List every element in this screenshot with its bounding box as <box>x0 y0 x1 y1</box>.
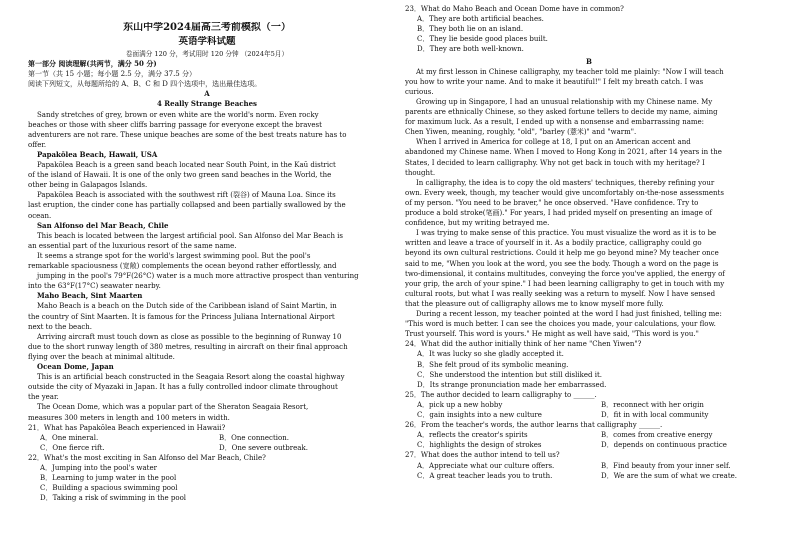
passage-b-line: Chen Yiwen, meaning, roughly, "old", "barley (薏米)" and "warm". <box>405 128 637 137</box>
answer-option: A．One mineral. <box>40 433 99 442</box>
beach-text-line: Papakōlea Beach is associated with the southwest rift (裂谷) of Mauna Loa. Since its <box>37 191 336 200</box>
answer-option: A．Jumping into the pool's water <box>40 464 157 472</box>
beach-text-line: Maho Beach is a beach on the Dutch side of the Caribbean island of Saint Martin, in <box>37 302 337 311</box>
passage-a-label: A <box>204 89 210 99</box>
answer-option: C．A great teacher leads you to truth. <box>417 471 553 480</box>
beach-text-line: ocean. <box>28 211 52 220</box>
answer-option: D．depends on continuous practice <box>601 441 727 450</box>
question-stem: 24．What did the author initially think of her name "Chen Yiwen"? <box>405 340 642 349</box>
answer-option: D．Taking a risk of swimming in the pool <box>40 494 187 503</box>
question-stem: 26．From the teacher's words, the author learns that calligraphy ______. <box>405 421 663 430</box>
passage-b-line: abandoned my Chinese name. When I moved to Hong Kong in 2021, after 14 years in the <box>405 148 722 157</box>
beach-text-line: measures 300 meters in length and 100 meters in width. <box>28 413 230 422</box>
beach-text-line: an essential part of the luxurious resort of the same name. <box>28 241 237 250</box>
beach-text-line: outside the city of Myazaki in Japan. It has a fully controlled indoor climate throughout <box>28 383 338 392</box>
passage-b-line: cultural roots, but what I was really seeking was a return to myself. Now I have sensed <box>405 289 716 298</box>
answer-option: D．fit in with local community <box>601 411 709 419</box>
beach-text-line: the country of Sint Maarten. It is famous for the Princess Juliana International Airport <box>28 312 335 321</box>
exam-title: 东山中学2024届高三考前模拟（一） <box>123 22 291 33</box>
passage-b-label: B <box>586 56 592 66</box>
exam-meta: 卷面满分 120 分，考试用时 120 分钟 （2024年5月） <box>125 50 289 58</box>
answer-option: C．highlights the design of strokes <box>417 441 542 450</box>
exam-subject: 英语学科试题 <box>178 36 236 47</box>
passage-b-line: Trust yourself. This word is yours." He might as well have said, "This word is you." <box>405 330 699 339</box>
question-stem: 21．What has Papakōlea Beach experienced in Hawaii? <box>28 423 226 432</box>
part-heading: 第一部分 阅读理解(共两节，满分 50 分) <box>28 59 157 68</box>
passage-b-line: States, I decided to learn calligraphy. Why not get back in touch with my heritage? I <box>405 158 705 167</box>
passage-b-line: two-dimensional, it contains multitudes, conveying the force you've applied, the energy of <box>405 269 725 278</box>
beach-text-line: This beach is located between the largest artificial pool. San Alfonso del Mar Beach is <box>37 231 344 240</box>
answer-option: A．reflects the creator's spirits <box>417 431 528 440</box>
answer-option: B．Find beauty from your inner self. <box>601 461 731 470</box>
passage-b-line: I was trying to make sense of this practice. You must visualize the word as it is to be <box>416 229 717 238</box>
passage-b-line: parents are ethnically Chinese, so they asked fortune tellers to decide my name, aiming <box>405 108 718 116</box>
passage-b-line: said to me, "When you look at the word, you see the body. Though a word on the page is <box>405 259 719 268</box>
beach-heading: San Alfonso del Mar Beach, Chile <box>37 220 169 230</box>
beach-text-line: the year. <box>28 393 59 402</box>
passage-a-intro-line: offer. <box>28 140 47 149</box>
passage-b-line: you how to write your name. And to make it beautiful!" I felt my breath catch. I was <box>405 77 704 86</box>
answer-option: D．They are both well-known. <box>417 45 524 54</box>
answer-option: A．Appreciate what our culture offers. <box>417 461 555 470</box>
beach-text-line: jumping in the pool's 79°F(26°C) water is a much more attractive prospect than venturing <box>37 272 359 281</box>
passage-b-line: When I arrived in America for college at 18, I put on an American accent and <box>416 138 691 147</box>
answer-option: B．One connection. <box>219 433 289 442</box>
passage-a-intro-line: beaches or those with sheer cliffs barring passage for everyone except the bravest <box>28 120 322 129</box>
passage-b-line: your grip, the arch of your spine." I had been learning calligraphy to get in touch with my <box>405 279 725 288</box>
answer-option: A．pick up a new hobby <box>417 400 503 409</box>
answer-option: D．Its strange pronunciation made her embarrassed. <box>417 380 607 389</box>
answer-option: C．She understood the intention but still disliked it. <box>417 370 602 379</box>
beach-text-line: due to the short runway length of 380 metres, resulting in aircraft on their final approach <box>28 342 348 351</box>
passage-b-line: written and leave a trace of yourself in it. As a bodily practice, calligraphy could go <box>405 239 702 248</box>
beach-text-line: next to the beach. <box>28 322 93 331</box>
passage-b-line: produce a bold stroke(笔画)." For years, I had prided myself on presenting an image of <box>405 209 712 217</box>
passage-a-title: 4 Really Strange Beaches <box>157 99 257 109</box>
answer-option: C．One fierce rift. <box>40 443 105 452</box>
beach-heading: Ocean Dome, Japan <box>37 362 114 371</box>
passage-b-line: that the pleasure out of calligraphy allows me to know myself more fully. <box>405 299 664 308</box>
question-stem: 27．What does the author intend to tell us? <box>405 451 560 460</box>
beach-text-line: This is an artificial beach constructed in the Seagaia Resort along the coastal highway <box>37 373 345 382</box>
passage-b-line: confidence, but my writing betrayed me. <box>405 219 550 228</box>
answer-option: D．We are the sum of what we create. <box>601 471 738 480</box>
passage-b-line: of my person. "You need to be braver," he once observed. "Have confidence. Try to <box>405 198 699 207</box>
answer-option: C．They lie beside good places built. <box>417 35 548 44</box>
beach-heading: Papakōlea Beach, Hawaii, USA <box>37 149 158 159</box>
answer-option: D．One severe outbreak. <box>219 443 308 452</box>
passage-b-line: In calligraphy, the idea is to copy the old masters' techniques, thereby refining your <box>416 178 715 187</box>
answer-option: C．gain insights into a new culture <box>417 411 542 419</box>
passage-b-line: thought. <box>405 168 436 177</box>
passage-b-line: During a recent lesson, my teacher pointed at the word I had just finished, telling me: <box>416 310 722 318</box>
beach-text-line: remarkable spaciousness (宽敞) complements the ocean beyond rather effortlessly, and <box>28 262 337 270</box>
answer-option: A．They are both artificial beaches. <box>417 15 544 24</box>
passage-a-intro-line: adventurers are not rare. These unique beaches are some of the best treats nature has to <box>28 130 347 139</box>
question-stem: 25．The author decided to learn calligraphy to ______. <box>405 390 597 399</box>
beach-text-line: into the 63°F(17°C) seawater nearby. <box>28 282 161 291</box>
beach-text-line: It seems a strange spot for the world's largest swimming pool. But the pool's <box>37 251 311 260</box>
passage-b-line: Growing up in Singapore, I had an unusual relationship with my Chinese name. My <box>416 97 713 106</box>
passage-b-line: "This word is much better. I can see the choices you made, your calculations, your flow. <box>405 320 716 329</box>
question-stem: 23．What do Maho Beach and Ocean Dome have in common? <box>405 5 624 13</box>
beach-text-line: Arriving aircraft must touch down as close as possible to the beginning of Runway 10 <box>37 332 342 341</box>
beach-text-line: flying over the beach at minimal altitude. <box>28 352 175 361</box>
passage-b-line: At my first lesson in Chinese calligraphy, my teacher told me plainly: "Now I will teach <box>416 67 724 76</box>
instruction: 阅读下列短文，从每题所给的 A、B、C 和 D 四个选项中，选出最佳选项。 <box>28 80 262 89</box>
passage-a-intro-line: Sandy stretches of grey, brown or even white are the world's norm. Even rocky <box>37 110 319 119</box>
answer-option: B．They both lie on an island. <box>417 25 524 34</box>
answer-option: B．She felt proud of its symbolic meaning. <box>417 360 569 369</box>
passage-b-line: own. Every week, though, my teacher would give uncomfortably on-the-nose assessments <box>405 188 724 197</box>
answer-option: A．It was lucky so she gladly accepted it. <box>417 350 564 359</box>
answer-option: B．comes from creative energy <box>601 431 713 440</box>
beach-text-line: Papakōlea Beach is a green sand beach located near South Point, in the Kaū district <box>37 161 336 169</box>
passage-b-line: for maximum luck. As a result, I ended up with a nonsense and embarrassing name: <box>405 118 705 127</box>
answer-option: C．Building a spacious swimming pool <box>40 484 178 493</box>
beach-text-line: last eruption, the cinder cone has partially collapsed and been partially swallowed by the <box>28 201 346 210</box>
section-heading: 第一节（共 15 小题；每小题 2.5 分，满分 37.5 分） <box>28 70 196 79</box>
answer-option: B．Learning to jump water in the pool <box>40 474 177 483</box>
beach-text-line: of the island of Hawaii. It is one of the only two green sand beaches in the World, the <box>28 171 332 180</box>
beach-heading: Maho Beach, Sint Maarten <box>37 291 143 301</box>
passage-b-line: beyond its own cultural restrictions. Could it help me go beyond mine? My teacher once <box>405 249 719 258</box>
beach-text-line: other being in Galapagos Islands. <box>28 181 148 190</box>
passage-b-line: curious. <box>405 87 434 96</box>
beach-text-line: The Ocean Dome, which was a popular part of the Sheraton Seagaia Resort, <box>37 403 309 412</box>
answer-option: B．reconnect with her origin <box>601 400 704 409</box>
question-stem: 22．What's the most exciting in San Alfonso del Mar Beach, Chile? <box>28 453 266 462</box>
